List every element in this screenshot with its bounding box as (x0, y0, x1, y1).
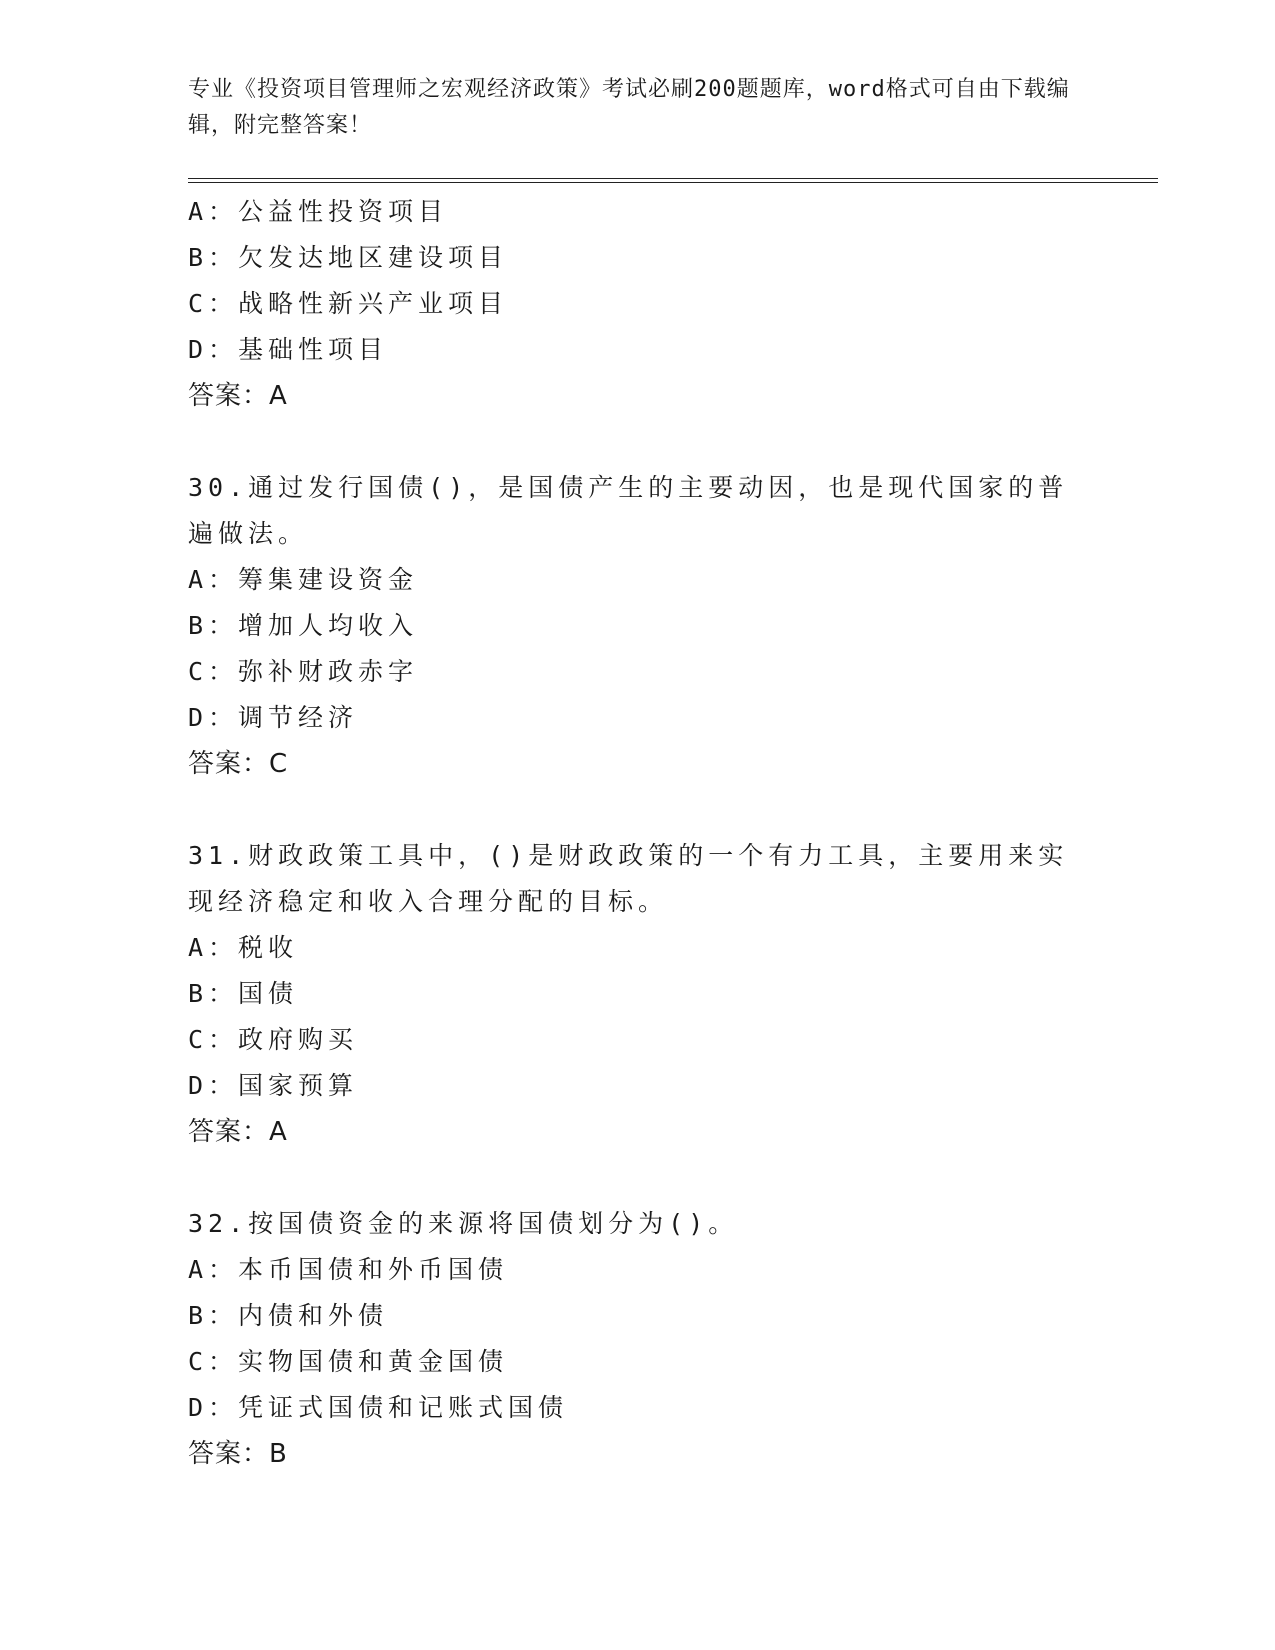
option-d: D：基础性项目 (188, 335, 389, 364)
option-c: C：政府购买 (188, 1025, 359, 1054)
option-c: C：实物国债和黄金国债 (188, 1347, 509, 1376)
question-stem: 31.财政政策工具中，()是财政政策的一个有力工具，主要用来实现经济稳定和收入合理分配的目标。 (188, 841, 1069, 916)
option-a: A：公益性投资项目 (188, 197, 449, 226)
header-divider (188, 178, 1158, 183)
question-stem: 30.通过发行国债()，是国债产生的主要动因，也是现代国家的普遍做法。 (188, 473, 1069, 548)
document-intro: 专业《投资项目管理师之宏观经济政策》考试必刷200题题库，word格式可自由下载编辑，附完整答案！ (188, 77, 1070, 138)
question-block (188, 1201, 1088, 1477)
question-block (188, 189, 1088, 419)
option-b: B：国债 (188, 979, 299, 1008)
answer-line: 答案：B (188, 1439, 288, 1469)
answer-line: 答案：C (188, 749, 289, 779)
question-block (188, 465, 1088, 787)
option-c: C：战略性新兴产业项目 (188, 289, 509, 318)
option-b: B：内债和外债 (188, 1301, 389, 1330)
question-stem: 32.按国债资金的来源将国债划分为()。 (188, 1209, 739, 1238)
option-b: B：欠发达地区建设项目 (188, 243, 509, 272)
option-d: D：国家预算 (188, 1071, 359, 1100)
option-a: A：税收 (188, 933, 299, 962)
question-list (188, 189, 1088, 1477)
option-a: A：本币国债和外币国债 (188, 1255, 509, 1284)
answer-line: 答案：A (188, 381, 288, 411)
option-b: B：增加人均收入 (188, 611, 419, 640)
option-d: D：凭证式国债和记账式国债 (188, 1393, 569, 1422)
question-block (188, 833, 1088, 1155)
option-c: C：弥补财政赤字 (188, 657, 419, 686)
answer-line: 答案：A (188, 1117, 288, 1147)
option-a: A：筹集建设资金 (188, 565, 419, 594)
option-d: D：调节经济 (188, 703, 359, 732)
